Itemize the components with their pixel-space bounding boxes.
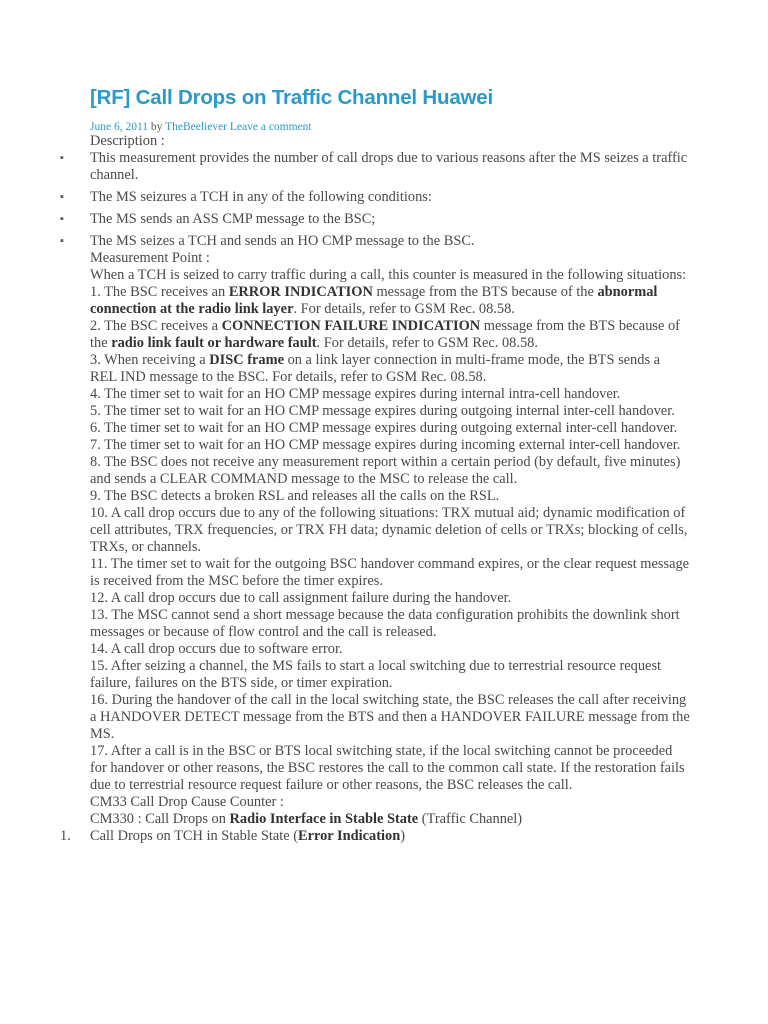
- situation-item: 2. The BSC receives a CONNECTION FAILURE INDICATION message from the BTS because of the radio link fault or hardware fault. For details, refer to GSM Rec. 08.58.: [90, 318, 680, 351]
- situation-item: 15. After seizing a channel, the MS fails to start a local switching due to terrestrial resource request failure, failures on the BTS side, or timer expiration.: [90, 658, 662, 691]
- situation-item: 5. The timer set to wait for an HO CMP message expires during outgoing internal inter-cell handover.: [90, 403, 675, 419]
- situation-item: 1. The BSC receives an ERROR INDICATION message from the BTS because of the abnormal connection at the radio link layer. For details, refer to GSM Rec. 08.58.: [90, 284, 658, 317]
- article-body: [60, 133, 690, 845]
- by-label: by: [150, 121, 163, 133]
- situation-item: 16. During the handover of the call in the local switching state, the BSC releases the call after receiving a HANDOVER DETECT message from the BTS and then a HANDOVER FAILURE message from the MS.: [90, 692, 690, 742]
- situation-item: 3. When receiving a DISC frame on a link layer connection in multi-frame mode, the BTS sends a REL IND message to the BSC. For details, refer to GSM Rec. 08.58.: [90, 352, 661, 385]
- bullet-item: ▪ The MS seizures a TCH in any of the following conditions:: [90, 189, 690, 206]
- situation-item: 4. The timer set to wait for an HO CMP message expires during internal intra-cell handover.: [90, 386, 621, 402]
- measurement-point-label: Measurement Point :: [90, 250, 210, 266]
- situation-item: 8. The BSC does not receive any measurement report within a certain period (by default, five minutes) and sends a CLEAR COMMAND message to the MSC to release the call.: [90, 454, 681, 487]
- situation-item: 9. The BSC detects a broken RSL and releases all the calls on the RSL.: [90, 488, 500, 504]
- bullet-item: ▪ The MS seizes a TCH and sends an HO CMP message to the BSC.: [90, 233, 690, 250]
- page-title: [RF] Call Drops on Traffic Channel Huawei: [90, 86, 493, 109]
- list-number: 1.: [60, 828, 71, 844]
- condition-bullets: [90, 150, 690, 250]
- numbered-list: [60, 828, 690, 845]
- situation-item: 17. After a call is in the BSC or BTS local switching state, if the local switching cannot be proceeded for handover or other reasons, the BSC restores the call to the common call state. If the restoration fails due to terrestrial resource request failure or other reasons, the BSC releases the call.: [90, 743, 685, 793]
- situations-intro: When a TCH is seized to carry traffic during a call, this counter is measured in the following situations:: [90, 267, 687, 283]
- description-label: Description :: [90, 133, 165, 149]
- bullet-item: ▪ This measurement provides the number of call drops due to various reasons after the MS seizes a traffic channel.: [90, 150, 690, 184]
- post-meta: [90, 121, 312, 133]
- situation-item: 7. The timer set to wait for an HO CMP message expires during incoming external inter-cell handover.: [90, 437, 681, 453]
- leave-comment-link[interactable]: Leave a comment: [229, 121, 312, 133]
- bullet-item: ▪ The MS sends an ASS CMP message to the BSC;: [90, 211, 690, 228]
- situation-item: 10. A call drop occurs due to any of the following situations: TRX mutual aid; dynamic modification of cell attributes, TRX frequencies, or TRX FH data; dynamic deletion of cells or TRXs; blocking of cells, TRXs, or channels.: [90, 505, 688, 555]
- cm330-line: CM330 : Call Drops on Radio Interface in Stable State (Traffic Channel): [90, 811, 523, 827]
- list-item: 1. Call Drops on TCH in Stable State (Error Indication): [60, 828, 405, 844]
- situation-item: 14. A call drop occurs due to software error.: [90, 641, 343, 657]
- situation-item: 13. The MSC cannot send a short message because the data configuration prohibits the downlink short messages or because of flow control and the call is released.: [90, 607, 680, 640]
- situation-item: 6. The timer set to wait for an HO CMP message expires during outgoing external inter-cell handover.: [90, 420, 678, 436]
- post-date-link[interactable]: June 6, 2011: [90, 121, 149, 133]
- counter-label: CM33 Call Drop Cause Counter :: [90, 794, 284, 810]
- situation-item: 12. A call drop occurs due to call assignment failure during the handover.: [90, 590, 512, 606]
- situation-item: 11. The timer set to wait for the outgoing BSC handover command expires, or the clear request message is received from the MSC before the timer expires.: [90, 556, 690, 589]
- author-link[interactable]: TheBeeliever: [165, 121, 228, 133]
